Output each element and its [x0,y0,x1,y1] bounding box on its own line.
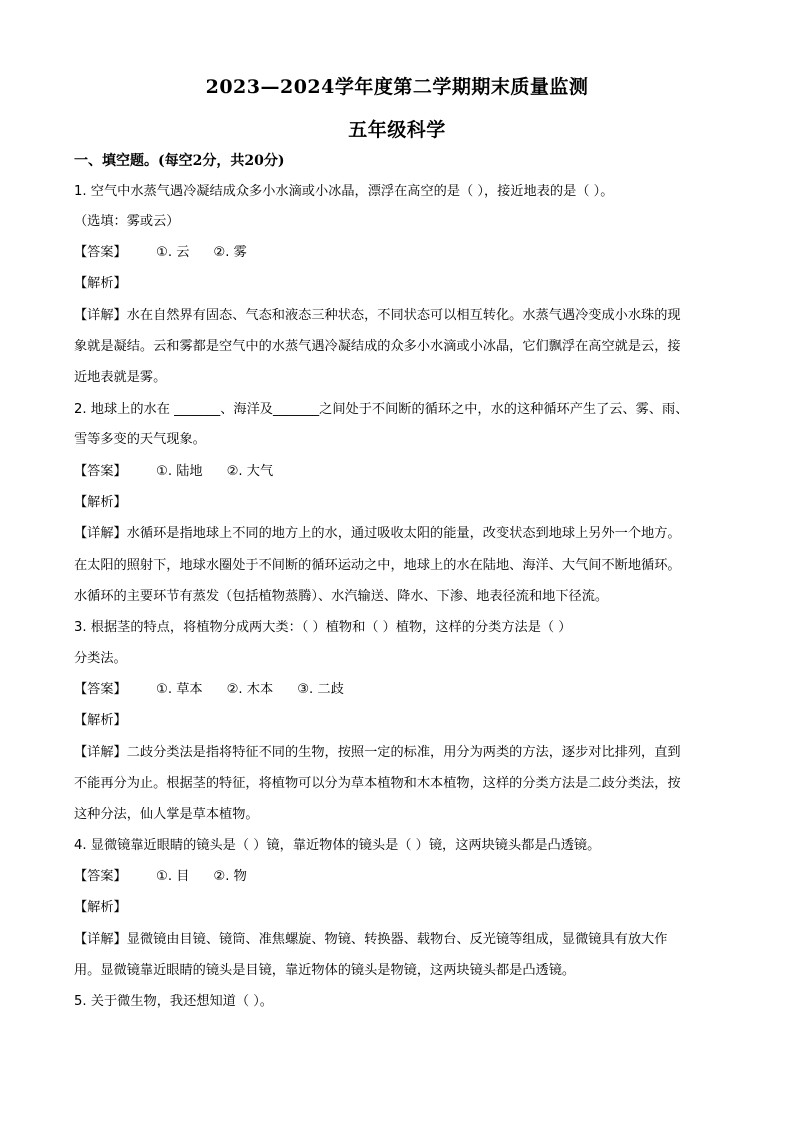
question-1-detail-3: 近地表就是雾。 [74,370,167,385]
question-3-line-2: 分类法。 [74,651,127,666]
answer-item: ①. 陆地 [156,464,203,479]
answer-item: ①. 云 [156,245,190,260]
answer-item: ①. 目 [156,869,190,884]
question-1-detail-1: 【详解】水在自然界有固态、气态和液态三种状态，不同状态可以相互转化。水蒸气遇冷变成小水珠的现 [74,308,681,323]
question-3-detail-3: 这种分法，仙人掌是草本植物。 [74,807,259,822]
answer-item: ③. 二歧 [297,682,344,697]
question-2-detail-2: 在太阳的照射下，地球水圈处于不间断的循环运动之中，地球上的水在陆地、海洋、大气间不断地循环。 [74,558,681,573]
question-2-answer-row [74,463,297,481]
section-heading: 一、填空题。(每空2分，共20分) [74,153,285,169]
answer-tag: 【答案】 [74,869,127,884]
question-3-detail-1: 【详解】二歧分类法是指将特征不同的生物，按照一定的标准，用分为两类的方法，逐步对比排列，直到 [74,745,681,760]
question-4-detail-1: 【详解】显微镜由目镜、镜筒、准焦螺旋、物镜、转换器、载物台、反光镜等组成，显微镜具有放大作 [74,932,668,947]
answer-tag: 【答案】 [74,245,127,260]
answer-item: ①. 草本 [156,682,203,697]
answer-tag: 【答案】 [74,682,127,697]
question-4-line-1: 4. 显微镜靠近眼睛的镜头是（ ）镜，靠近物体的镜头是（ ）镜，这两块镜头都是凸透镜。 [74,838,601,853]
answer-item: ②. 大气 [226,464,274,479]
answer-item: ②. 木本 [226,682,274,697]
question-3-answer-row [74,681,368,699]
page-subtitle: 五年级科学 [348,119,446,141]
page-title: 2023—2024学年度第二学期期末质量监测 [205,76,589,98]
question-2-detail-3: 水循环的主要环节有蒸发（包括植物蒸腾）、水汽输送、降水、下渗、地表径流和地下径流。 [74,589,609,604]
question-2-analysis-tag: 【解析】 [74,495,127,510]
question-1-detail-2: 象就是凝结。云和雾都是空气中的水蒸气遇冷凝结成的众多小水滴或小冰晶，它们飘浮在高空就是云，接 [74,339,681,354]
answer-item: ②. 物 [213,869,247,884]
question-3-line-1: 3. 根据茎的特点，将植物分成两大类：（ ）植物和（ ）植物，这样的分类方法是（ ） [74,620,572,635]
question-5-line-1: 5. 关于微生物，我还想知道（ ）。 [74,994,273,1009]
question-1-line-2: （选填：雾或云） [74,214,180,229]
answer-tag: 【答案】 [74,464,127,479]
question-2-detail-1: 【详解】水循环是指地球上不同的地方上的水，通过吸收太阳的能量，改变状态到地球上另外一个地方。 [74,526,681,541]
question-3-detail-2: 不能再分为止。根据茎的特征，将植物可以分为草本植物和木本植物，这样的分类方法是二歧分类法，按 [74,776,681,791]
question-4-detail-2: 用。显微镜靠近眼睛的镜头是目镜，靠近物体的镜头是物镜，这两块镜头都是凸透镜。 [74,963,576,978]
question-1-answer-row [74,244,271,262]
answer-item: ②. 雾 [213,245,247,260]
question-4-analysis-tag: 【解析】 [74,900,127,915]
question-4-answer-row [74,868,271,886]
question-2-line-1: 2. 地球上的水在 _______、海洋及_______之间处于不间断的循环之中，水的这种循环产生了云、雾、雨、 [74,402,689,417]
question-1-line-1: 1. 空气中水蒸气遇冷凝结成众多小水滴或小冰晶，漂浮在高空的是（ ），接近地表的是（ ）。 [74,184,614,199]
question-3-analysis-tag: 【解析】 [74,713,127,728]
question-2-line-2: 雪等多变的天气现象。 [74,432,206,447]
question-1-analysis-tag: 【解析】 [74,276,127,291]
